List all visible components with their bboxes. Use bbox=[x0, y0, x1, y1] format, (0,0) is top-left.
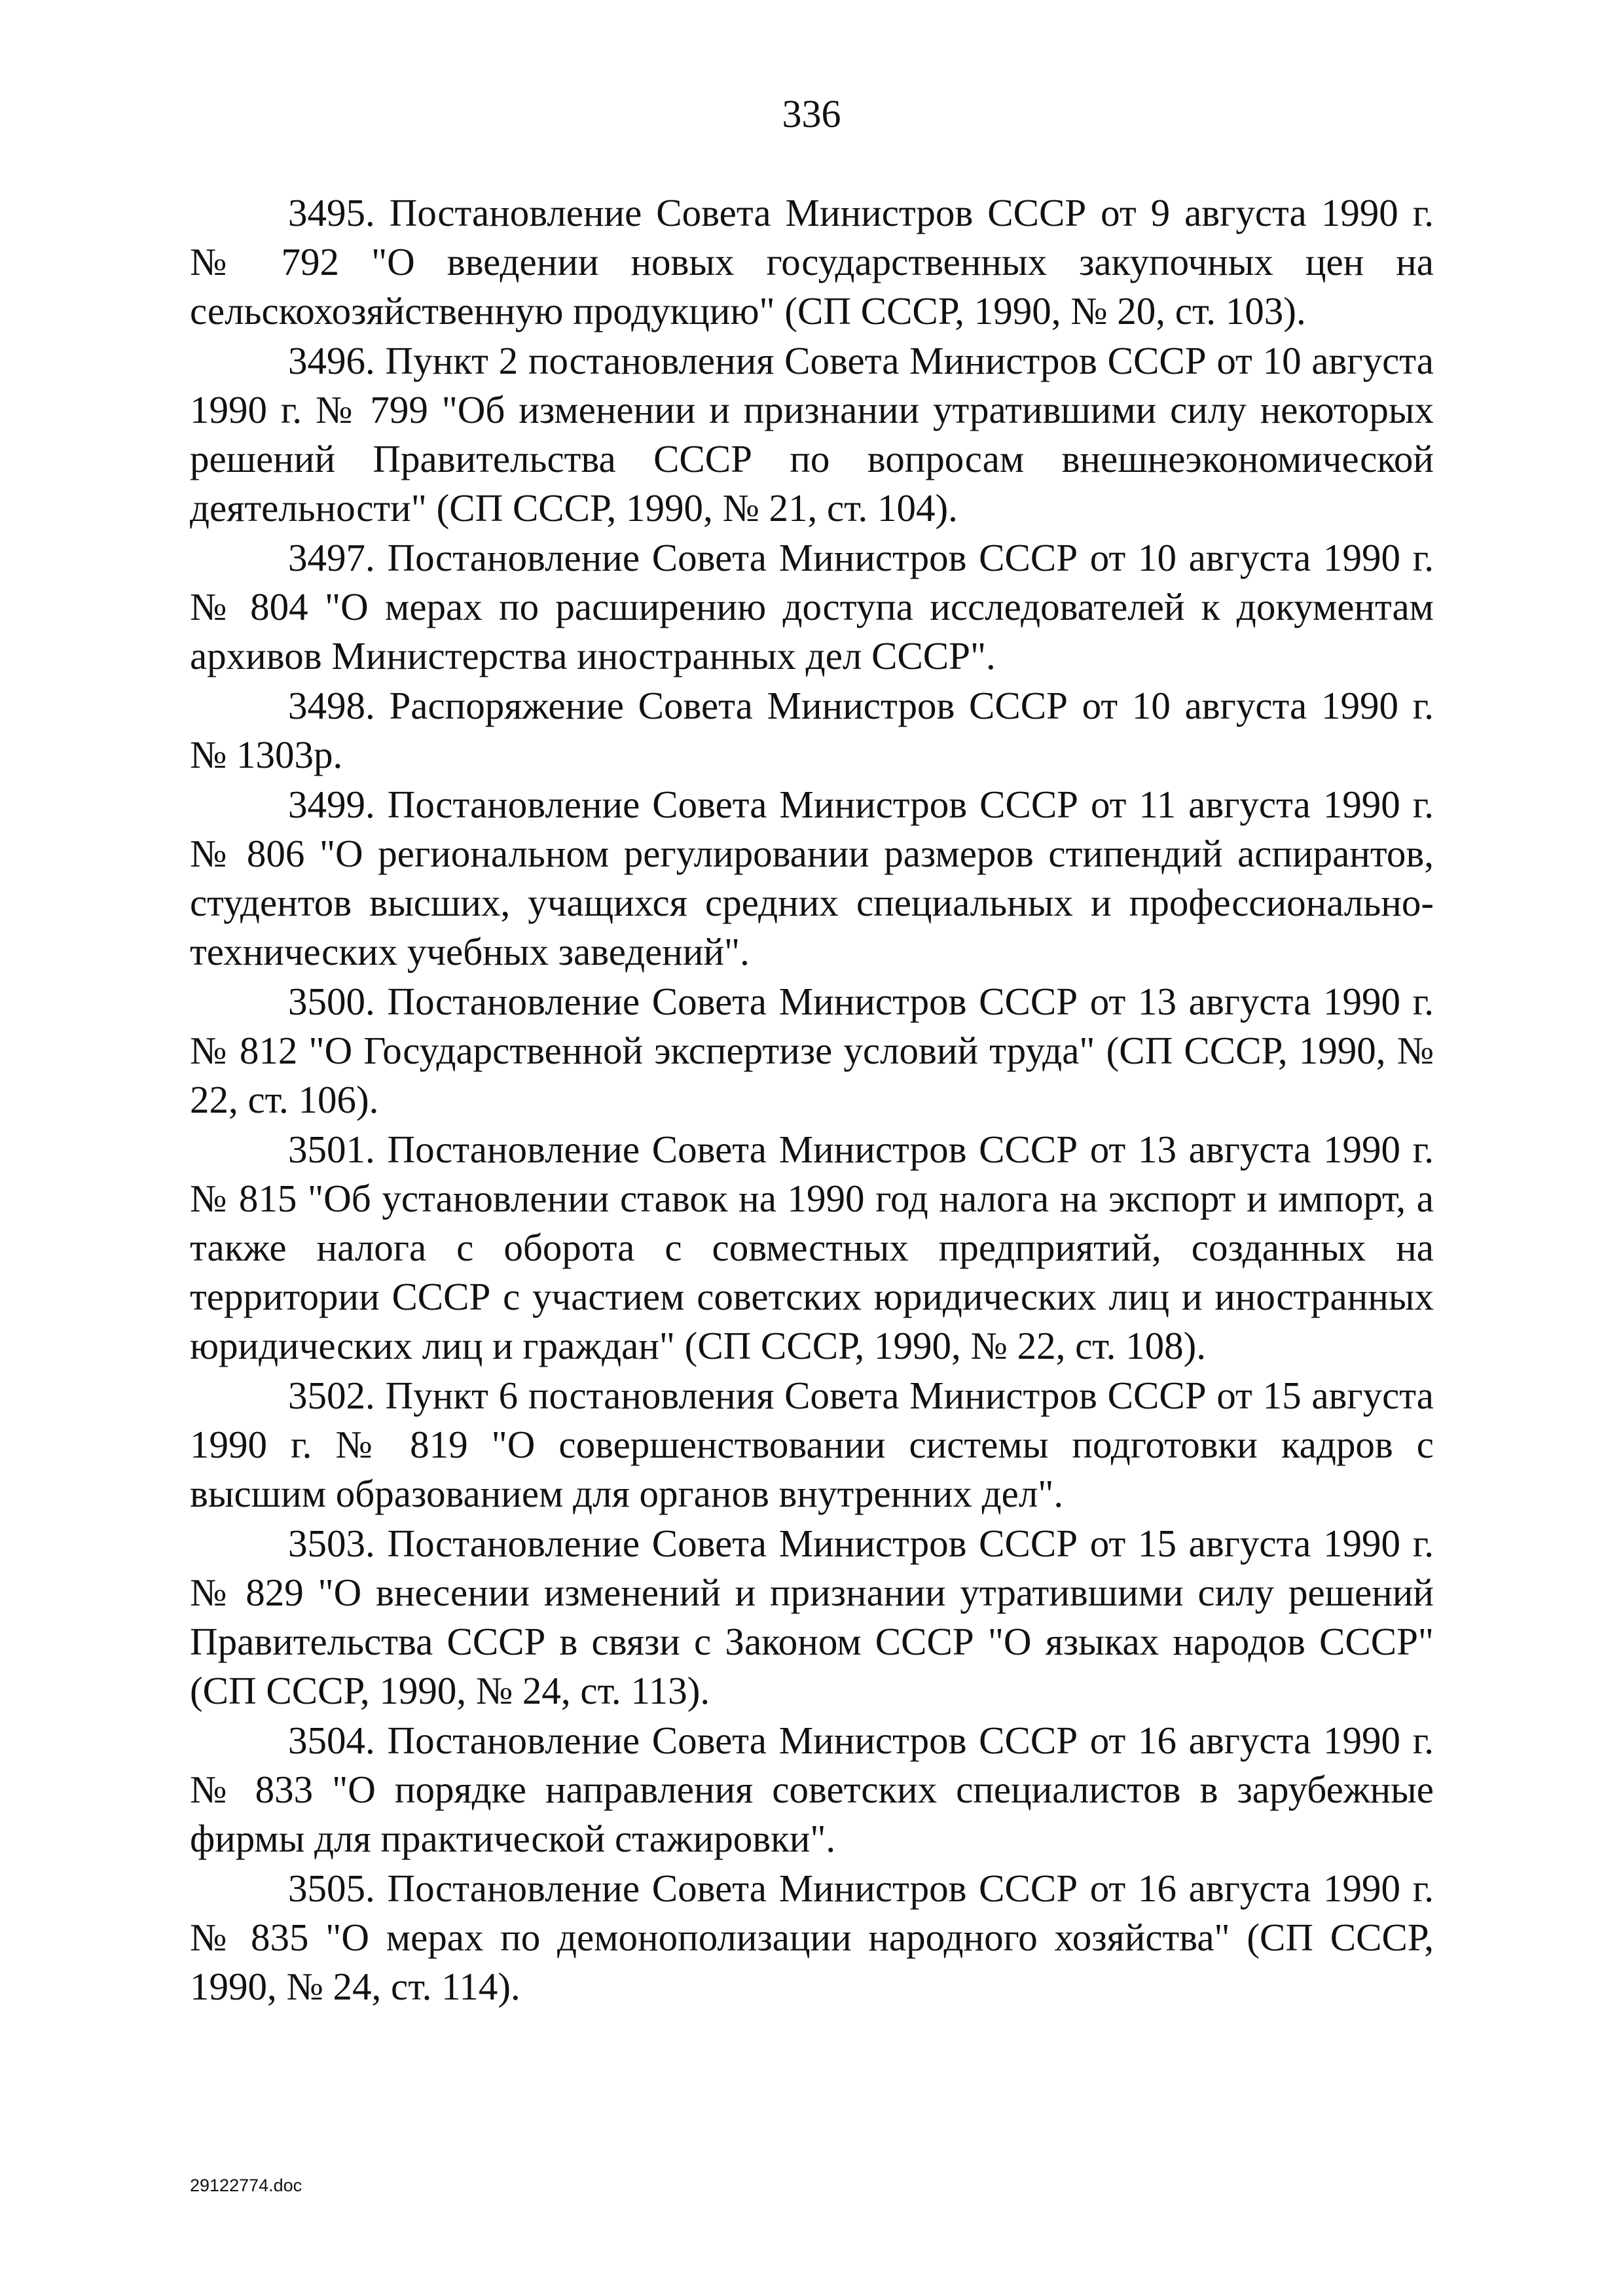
list-entry-3499: 3499. Постановление Совета Министров СССР от 11 августа 1990 г. № 806 "О региональном регулировании размеров стипендий аспирантов, студентов высших, учащихся средних специальных и профессионально-технических учебных заведений". bbox=[190, 783, 1434, 973]
list-entry-3503: 3503. Постановление Совета Министров СССР от 15 августа 1990 г. № 829 "О внесении изменений и признании утратившими силу решений Правительства СССР в связи с Законом СССР "О языках народов СССР" (СП СССР, 1990, № 24, ст. 113). bbox=[190, 1522, 1434, 1712]
list-entry-3501: 3501. Постановление Совета Министров СССР от 13 августа 1990 г. № 815 "Об установлении ставок на 1990 год налога на экспорт и импорт, а также налога с оборота с совместных предприятий, созданных на территории СССР с участием советских юридических лиц и иностранных юридических лиц и граждан" (СП СССР, 1990, № 22, ст. 108). bbox=[190, 1128, 1434, 1367]
entries-list bbox=[190, 188, 1434, 2011]
list-entry-3505: 3505. Постановление Совета Министров СССР от 16 августа 1990 г. № 835 "О мерах по демонополизации народного хозяйства" (СП СССР, 1990, № 24, ст. 114). bbox=[190, 1867, 1434, 2008]
list-entry-3500: 3500. Постановление Совета Министров СССР от 13 августа 1990 г. № 812 "О Государственной экспертизе условий труда" (СП СССР, 1990, № 22, ст. 106). bbox=[190, 980, 1434, 1121]
list-entry-3496: 3496. Пункт 2 постановления Совета Министров СССР от 10 августа 1990 г. № 799 "Об изменении и признании утратившими силу некоторых решений Правительства СССР по вопросам внешнеэкономической деятельности" (СП СССР, 1990, № 21, ст. 104). bbox=[190, 339, 1434, 529]
list-entry-3495: 3495. Постановление Совета Министров СССР от 9 августа 1990 г. № 792 "О введении новых государственных закупочных цен на сельскохозяйственную продукцию" (СП СССР, 1990, № 20, ст. 103). bbox=[190, 191, 1434, 332]
list-entry-3502: 3502. Пункт 6 постановления Совета Министров СССР от 15 августа 1990 г. № 819 "О совершенствовании системы подготовки кадров с высшим образованием для органов внутренних дел". bbox=[190, 1374, 1434, 1515]
list-entry-3504: 3504. Постановление Совета Министров СССР от 16 августа 1990 г. № 833 "О порядке направления советских специалистов в зарубежные фирмы для практической стажировки". bbox=[190, 1719, 1434, 1860]
document-filename: 29122774.doc bbox=[190, 2176, 302, 2195]
list-entry-3497: 3497. Постановление Совета Министров СССР от 10 августа 1990 г. № 804 "О мерах по расширению доступа исследователей к документам архивов Министерства иностранных дел СССР". bbox=[190, 536, 1434, 677]
page-number: 336 bbox=[782, 92, 841, 135]
list-entry-3498: 3498. Распоряжение Совета Министров СССР от 10 августа 1990 г. № 1303р. bbox=[190, 684, 1434, 776]
